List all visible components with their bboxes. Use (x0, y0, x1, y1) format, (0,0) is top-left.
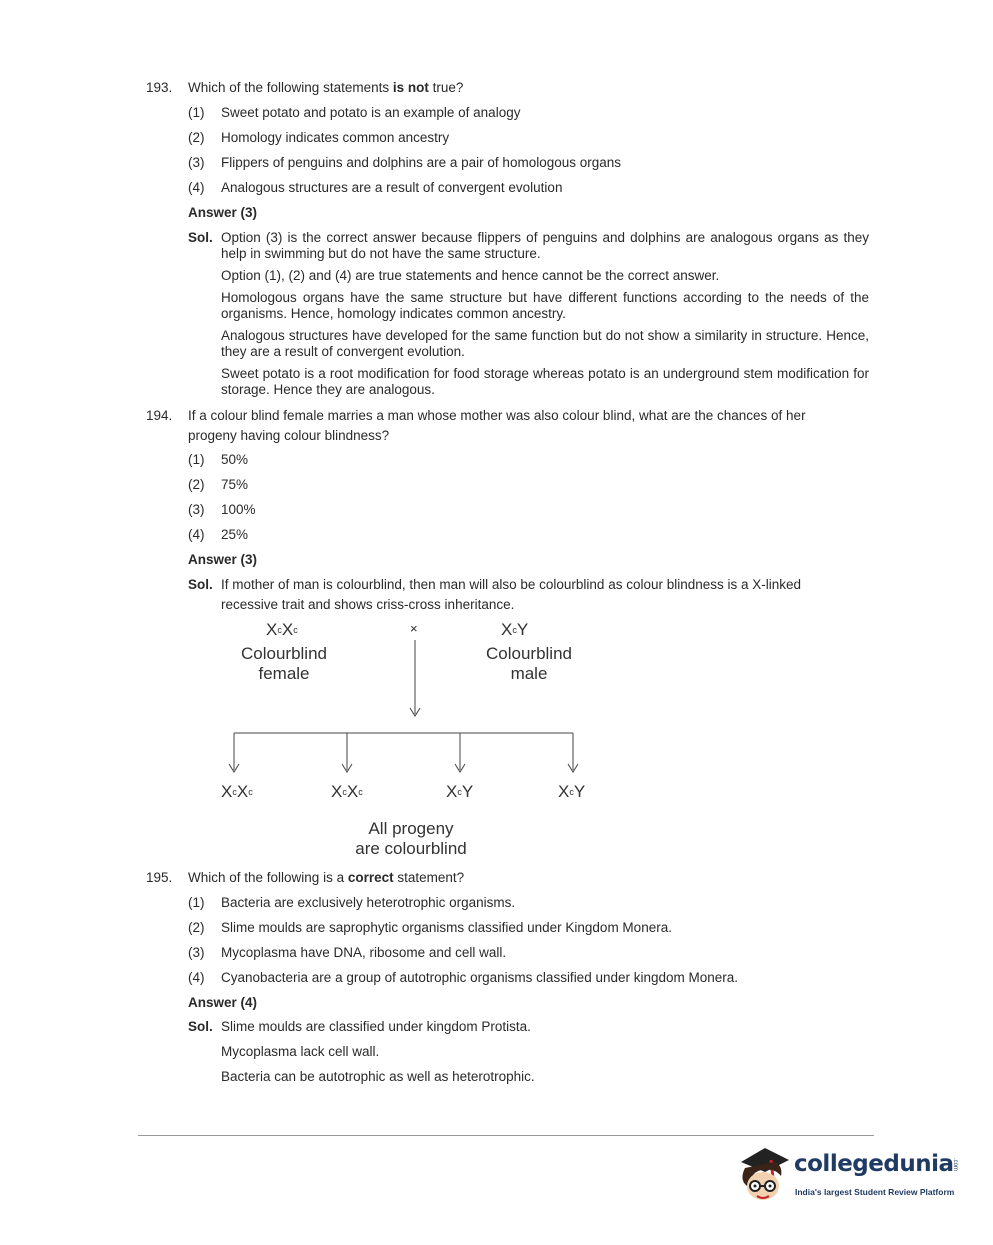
brand-wordmark: collegedunia (794, 1151, 954, 1177)
q195-question-pre: Which of the following is a (188, 870, 348, 885)
q195-option-num: (3) (188, 945, 205, 960)
progeny-genotype: $X^cY$ (446, 782, 474, 801)
q193-option-text: Analogous structures are a result of convergent evolution (221, 180, 563, 195)
mascot-logo-icon (735, 1140, 793, 1208)
progeny-genotype: $X^cX^c$ (331, 782, 363, 801)
progeny-genotype: $X^cY$ (558, 782, 586, 801)
q193-option-text: Sweet potato and potato is an example of analogy (221, 105, 521, 120)
q193-option-text: Flippers of penguins and dolphins are a pair of homologous organs (221, 155, 622, 170)
q194-number: 194. (146, 408, 173, 423)
q193-option-num: (1) (188, 105, 205, 120)
q194-option-text: 75% (221, 477, 249, 492)
q195-option-text: Mycoplasma have DNA, ribosome and cell wall. (221, 945, 507, 960)
q194-option-text: 100% (221, 502, 256, 517)
q195-sol-para: Mycoplasma lack cell wall. (221, 1044, 380, 1059)
q195-option-num: (1) (188, 895, 205, 910)
q193-sol-para: Sweet potato is a root modification for food storage whereas potato is an underground stem modification for storage. Hence they are analogous. (221, 366, 869, 397)
q194-question-line2: progeny having colour blindness? (188, 428, 390, 443)
q193-sol-para: Option (1), (2) and (4) are true statements and hence cannot be the correct answer. (221, 268, 720, 283)
q194-sol-label: Sol. (188, 577, 213, 592)
q195-option-text: Bacteria are exclusively heterotrophic organisms. (221, 895, 516, 910)
q195-question-post: statement? (393, 870, 465, 885)
q195-option-text: Slime moulds are saprophytic organisms classified under Kingdom Monera. (221, 920, 672, 935)
q194-sol-line1: If mother of man is colourblind, then man will also be colourblind as colour blindness is a X-linked (221, 577, 802, 592)
q195-number: 195. (146, 870, 173, 885)
female-genotype: $X^cX^c$ (266, 620, 298, 639)
q195-option-num: (4) (188, 970, 205, 985)
q194-question-line1: If a colour blind female marries a man whose mother was also colour blind, what are the chances of her (188, 408, 806, 423)
male-genotype: $X^cY$ (501, 620, 529, 639)
brand-com: .com (952, 1158, 958, 1172)
q195-sol-label: Sol. (188, 1019, 213, 1034)
q193-answer: Answer (3) (188, 205, 258, 220)
q195-option-text: Cyanobacteria are a group of autotrophic organisms classified under kingdom Monera. (221, 970, 739, 985)
q193-sol-para: Analogous structures have developed for the same function but do not show a similarity in structure. Hence, they are a result of convergent evolution. (221, 328, 869, 359)
footer-divider (138, 1135, 874, 1136)
progeny-genotype: $X^cX^c$ (221, 782, 253, 801)
q195-option-num: (2) (188, 920, 205, 935)
q194-option-num: (4) (188, 527, 205, 542)
q193-sol-para: Homologous organs have the same structure but have different functions according to the needs of the organisms. Hence, homology indicates common ancestry. (221, 290, 869, 321)
q193-option-num: (3) (188, 155, 205, 170)
q193-option-num: (4) (188, 180, 205, 195)
q194-answer: Answer (3) (188, 552, 258, 567)
brand-tagline: India's largest Student Review Platform (795, 1187, 955, 1197)
q195-sol-para: Bacteria can be autotrophic as well as heterotrophic. (221, 1069, 535, 1084)
q193-option-num: (2) (188, 130, 205, 145)
q193-question (188, 80, 463, 95)
q194-option-text: 50% (221, 452, 249, 467)
q193-sol-para: Option (3) is the correct answer because flippers of penguins and dolphins are analogous organs as they help in swimming but do not have the same structure. (221, 230, 869, 261)
q193-number: 193. (146, 80, 173, 95)
q194-option-num: (2) (188, 477, 205, 492)
male-label-2: male (510, 664, 548, 683)
q195-question (188, 870, 464, 885)
q194-option-num: (3) (188, 502, 205, 517)
female-label-1: Colourblind (241, 644, 327, 663)
q194-option-num: (1) (188, 452, 205, 467)
q193-sol-label: Sol. (188, 230, 213, 245)
q193-question-post: true? (428, 80, 464, 95)
q193-question-pre: Which of the following statements (188, 80, 393, 95)
female-label-2: female (258, 664, 310, 683)
q193-question-bold: is not (392, 80, 429, 95)
q194-sol-line2: recessive trait and shows criss-cross inheritance. (221, 597, 515, 612)
male-label-1: Colourblind (486, 644, 572, 663)
q194-option-text: 25% (221, 527, 249, 542)
cross-arrows (220, 630, 600, 775)
q195-sol-para: Slime moulds are classified under kingdom Protista. (221, 1019, 531, 1034)
progeny-note-1: All progeny (368, 819, 454, 838)
q193-option-text: Homology indicates common ancestry (221, 130, 450, 145)
q195-question-bold: correct (347, 870, 394, 885)
progeny-note-2: are colourblind (355, 839, 467, 858)
q195-answer: Answer (4) (188, 995, 258, 1010)
cross-symbol: × (410, 621, 418, 636)
